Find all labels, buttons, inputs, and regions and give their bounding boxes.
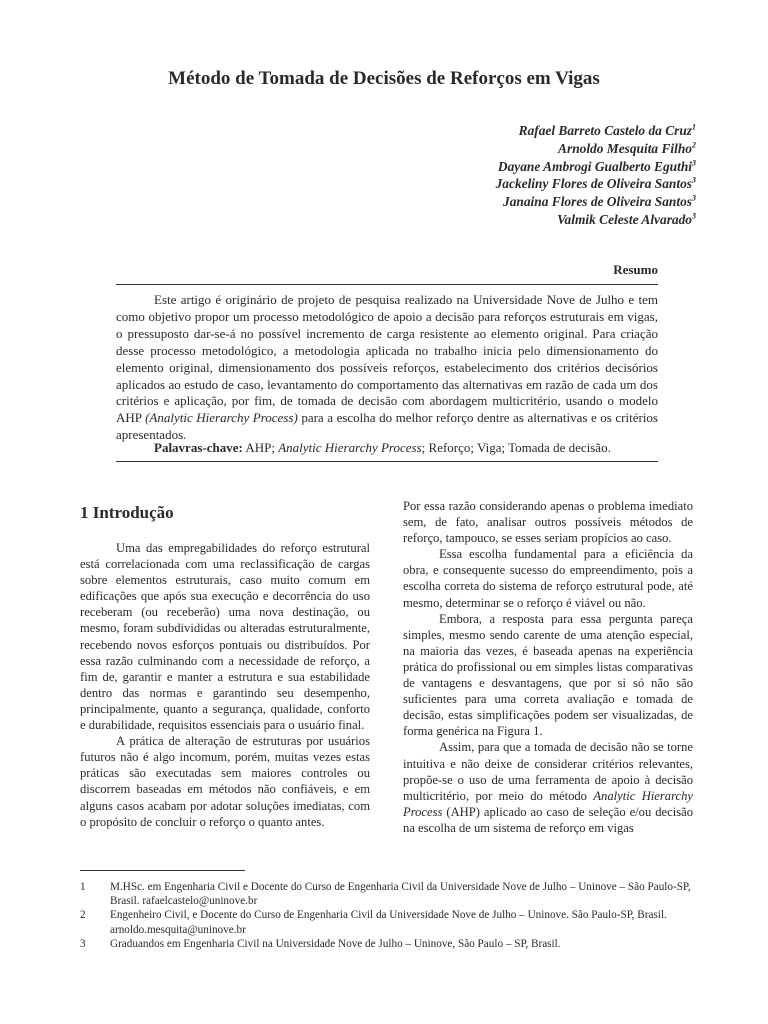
abstract-bottom-rule [116, 461, 658, 462]
keywords-label: Palavras-chave: [154, 440, 243, 455]
paper-title: Método de Tomada de Decisões de Reforços em Vigas [168, 68, 600, 89]
author: Rafael Barreto Castelo da Cruz$^1$ [518, 122, 696, 138]
footnote: 1 M.HSc. em Engenharia Civil e Docente do Curso de Engenharia Civil da Universidade Nove de Julho – Uninove – São Paulo-SP, Brasil. rafaelcastelo@uninove.br [80, 881, 691, 908]
abstract-body [116, 292, 658, 444]
author: Arnoldo Mesquita Filho$^2$ [558, 140, 696, 156]
author: Dayane Ambrogi Gualberto Eguthi$^3$ [497, 158, 696, 174]
affiliation-mark: 1 [692, 122, 696, 132]
author: Janaina Flores de Oliveira Santos$^3$ [503, 193, 696, 210]
affiliation-mark: 3 [692, 175, 696, 185]
abstract-heading: Resumo [613, 262, 658, 277]
affiliation-mark: 3 [692, 193, 696, 203]
affiliation-mark: 3 [692, 158, 696, 168]
right-column [403, 498, 693, 836]
body-paragraph: Essa escolha fundamental para a eficiência da obra, e consequente sucesso do empreendimento, pois a escolha correta do sistema de reforço estrutural pode, até mesmo, determinar se o reforço é viável ou não. [403, 547, 693, 610]
body-paragraph: Assim, para que a tomada de decisão não se torne intuitiva e não deixe de considerar critérios relevantes, propõe-se o uso de uma ferramenta de apoio à decisão multicritério, por meio do método Analytic Hierarchy Process (AHP) aplicado ao caso de seleção e/ou decisão na escolha de um sistema de reforço em vigas [403, 740, 693, 835]
abstract-paragraph: Este artigo é originário de projeto de pesquisa realizado na Universidade Nove de Julho e tem como objetivo propor um processo metodológico de apoio a decisão para reforços estruturais em vigas, o pressuposto dar-se-á no possível incremento de carga resistente ao elemento original. Para criação desse processo metodológico, a metodologia aplicada no trabalho inicia pelo dimensionamento do elemento original, dimensionamento dos possíveis reforços, estabelecimento dos critérios decisórios aplicados ao estudo de caso, levantamento do comportamento das alternativas em razão de cada um dos critérios e aplicação, por fim, de tomada de decisão com abordagem multicritério, usando o modelo AHP (Analytic Hierarchy Process) para a escolha do melhor reforço dentre as alternativas e os critérios apresentados. [116, 292, 658, 443]
abstract-top-rule [116, 284, 658, 285]
body-paragraph: Embora, a resposta para essa pergunta pareça simples, mesmo sendo carente de uma atenção especial, na maioria das vezes, é baseada apenas na experiência prática do profissional ou em simples listas comparativas de vantagens e desvantagens, que por si só não são suficientes para uma correta avaliação e tomada de decisão, estas simplificações podem ser visualizadas, de forma genérica na Figura 1. [403, 611, 693, 739]
affiliation-mark: 3 [692, 211, 696, 221]
author: Valmik Celeste Alvarado$^3$ [557, 211, 696, 227]
left-column [80, 540, 370, 830]
section-heading: 1 Introdução [80, 503, 174, 522]
footnote: 3 Graduandos em Engenharia Civil na Universidade Nove de Julho – Uninove, São Paulo – SP, Brasil. [80, 937, 561, 950]
author: Jackeliny Flores de Oliveira Santos$^3$ [495, 175, 696, 192]
footnote-rule [80, 870, 245, 871]
keywords: Palavras-chave: AHP; Analytic Hierarchy Process; Reforço; Viga; Tomada de decisão. [154, 440, 611, 455]
body-paragraph: A prática de alteração de estruturas por usuários futuros não é algo incomum, porém, muitas vezes estas práticas são executadas sem maiores controles ou discorrem baseadas em métodos não confiáveis, e em alguns casos acabam por adotar soluções imediatas, com o propósito de concluir o reforço o quanto antes. [80, 734, 370, 829]
footnote: 2 Engenheiro Civil, e Docente do Curso de Engenharia Civil da Universidade Nove de Julho – Uninove. São Paulo-SP, Brasil. arnoldo.mesquita@uninove.br [80, 909, 667, 936]
body-paragraph: Por essa razão considerando apenas o problema imediato sem, de fato, analisar outros possíveis métodos de reforço, tampouco, se esses seriam propícios ao caso. [403, 499, 693, 546]
author-list [496, 122, 696, 229]
body-paragraph: Uma das empregabilidades do reforço estrutural está correlacionada com uma reclassificação de cargas sobre elementos estruturais, caso muito comum em edificações que após sua execução e decorrência do uso receberam (ou receberão) uma nova destinação, ou mesmo, foram subdivididas ou alteradas estruturalmente, recebendo novos esforços pontuais ou distribuídos. Por essa razão culminando com a necessidade de reforço, a fim de, garantir e manter a estrutura e sua estabilidade dentro das normas e garantindo seu desempenho, principalmente, quanto a segurança, qualidade, conforto e durabilidade, requisitos essenciais para o usuário final. [80, 541, 370, 733]
affiliation-mark: 2 [692, 140, 696, 150]
footnotes [80, 880, 698, 951]
